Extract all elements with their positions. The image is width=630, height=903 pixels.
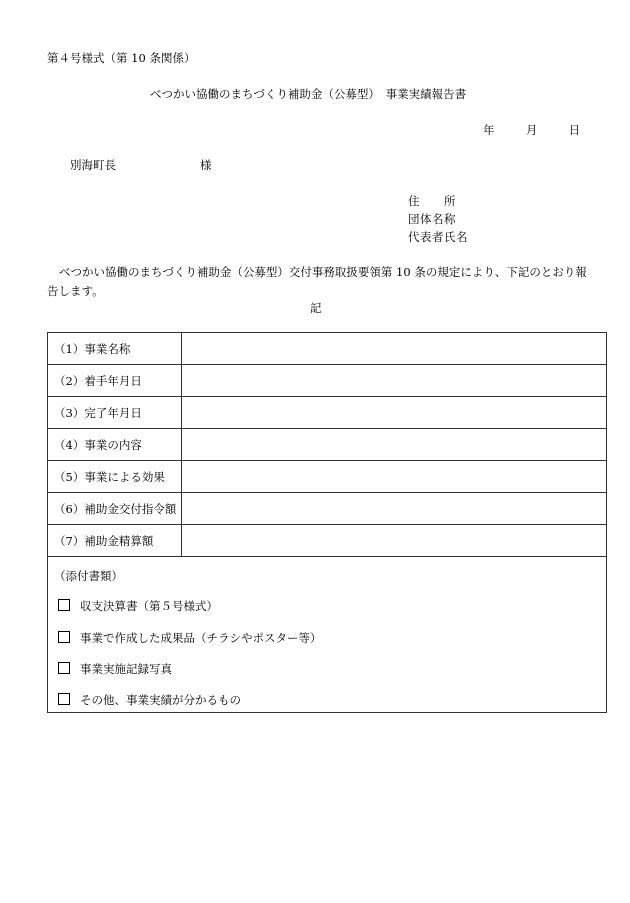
- applicant-address-label: 住 所: [408, 194, 456, 208]
- row-label: （6）補助金交付指令額: [48, 493, 182, 525]
- date-line: [483, 122, 580, 138]
- report-table: [47, 332, 607, 557]
- attachment-label: 事業で作成した成果品（チラシやポスター等）: [80, 631, 322, 645]
- attachment-item: [58, 630, 322, 646]
- attachment-label: 事業実施記録写真: [80, 662, 172, 676]
- table-row: [48, 333, 607, 365]
- addressee-honorific: 様: [200, 158, 212, 172]
- table-row: [48, 397, 607, 429]
- date-month-label: 月: [525, 123, 538, 137]
- row-value-field[interactable]: [182, 525, 607, 557]
- row-label: （7）補助金精算額: [48, 525, 182, 557]
- date-day-label: 日: [568, 123, 581, 137]
- checkbox-icon[interactable]: [58, 631, 70, 643]
- applicant-block: [408, 192, 468, 246]
- table-row: [48, 429, 607, 461]
- document-title: べつかい協働のまちづくり補助金（公募型） 事業実績報告書: [150, 87, 467, 101]
- row-label: （4）事業の内容: [48, 429, 182, 461]
- row-value-field[interactable]: [182, 397, 607, 429]
- row-value-field[interactable]: [182, 493, 607, 525]
- row-value-field[interactable]: [182, 461, 607, 493]
- checkbox-icon[interactable]: [58, 662, 70, 674]
- applicant-organization-label: 団体名称: [408, 212, 456, 226]
- checkbox-icon[interactable]: [58, 599, 70, 611]
- date-year-label: 年: [483, 123, 495, 137]
- row-label: （5）事業による効果: [48, 461, 182, 493]
- applicant-representative-label: 代表者氏名: [408, 230, 468, 244]
- attachment-label: その他、事業実績が分かるもの: [80, 693, 241, 707]
- attachment-item: [58, 692, 241, 708]
- attachment-item: [58, 661, 172, 677]
- checkbox-icon[interactable]: [58, 693, 70, 705]
- table-row: [48, 461, 607, 493]
- row-label: （2）着手年月日: [48, 365, 182, 397]
- row-value-field[interactable]: [182, 365, 607, 397]
- table-row: [48, 493, 607, 525]
- table-row: [48, 525, 607, 557]
- attachments-section: [47, 556, 607, 713]
- attachments-header: （添付書類）: [54, 569, 123, 583]
- form-number: 第４号様式（第 10 条関係）: [47, 51, 196, 65]
- addressee-name: 別海町長: [70, 158, 116, 172]
- row-value-field[interactable]: [182, 333, 607, 365]
- attachment-item: [58, 598, 218, 614]
- row-label: （3）完了年月日: [48, 397, 182, 429]
- row-label: （1）事業名称: [48, 333, 182, 365]
- ki-heading: 記: [310, 301, 322, 315]
- attachment-label: 収支決算書（第５号様式）: [80, 599, 218, 613]
- row-value-field[interactable]: [182, 429, 607, 461]
- body-text: べつかい協働のまちづくり補助金（公募型）交付事務取扱要領第 10 条の規定により、下記のとおり報告します。: [47, 265, 587, 298]
- table-row: [48, 365, 607, 397]
